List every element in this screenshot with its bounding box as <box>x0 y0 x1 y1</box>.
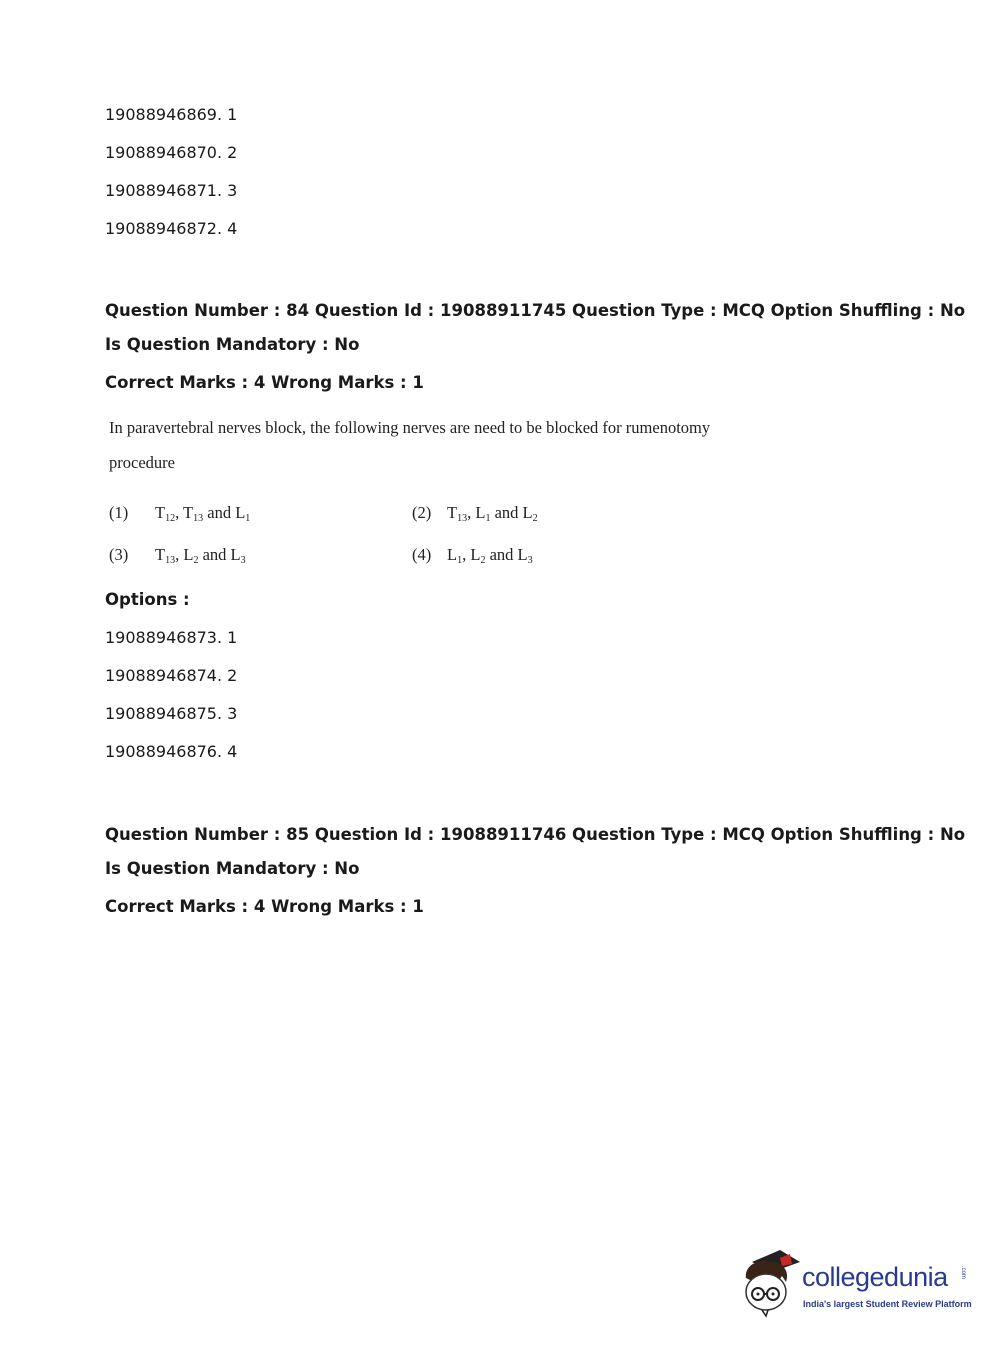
option-line: 19088946876. 4 <box>105 742 238 761</box>
question-84-mandatory: Is Question Mandatory : No <box>105 335 360 354</box>
mascot-icon <box>740 1248 804 1320</box>
choice-2-number: (2) <box>412 503 432 522</box>
choice-2-text: $T_{13}$, $L_1$ and $L_2$ <box>447 503 538 524</box>
question-84-text-line1: In paravertebral nerves block, the following nerves are need to be blocked for rumenotomy <box>109 418 711 437</box>
question-84-marks: Correct Marks : 4 Wrong Marks : 1 <box>105 373 424 392</box>
option-line: 19088946872. 4 <box>105 219 238 238</box>
question-85-mandatory: Is Question Mandatory : No <box>105 859 360 878</box>
choice-4-number: (4) <box>412 545 432 564</box>
choice-3-text: $T_{13}$, $L_2$ and $L_3$ <box>155 545 246 566</box>
question-85-marks: Correct Marks : 4 Wrong Marks : 1 <box>105 897 424 916</box>
option-line: 19088946873. 1 <box>105 628 238 647</box>
question-84-text-line2: procedure <box>109 453 175 472</box>
logo-wordmark: collegedunia <box>802 1262 948 1292</box>
choice-3-number: (3) <box>109 545 129 564</box>
question-84-header: Question Number : 84 Question Id : 19088911745 Question Type : MCQ Option Shuffling : No <box>105 301 966 320</box>
choice-4-text: $L_1$, $L_2$ and $L_3$ <box>447 545 533 566</box>
option-line: 19088946869. 1 <box>105 105 238 124</box>
logo-com: .com <box>960 1266 966 1280</box>
question-85-header: Question Number : 85 Question Id : 19088911746 Question Type : MCQ Option Shuffling : No <box>105 825 966 844</box>
options-label: Options : <box>105 590 190 609</box>
choice-1-text: $T_{12}$, $T_{13}$ and $L_1$ <box>155 503 251 524</box>
option-line: 19088946871. 3 <box>105 181 238 200</box>
collegedunia-logo <box>740 1248 970 1320</box>
option-line: 19088946870. 2 <box>105 143 238 162</box>
option-line: 19088946875. 3 <box>105 704 238 723</box>
choice-1-number: (1) <box>109 503 129 522</box>
option-line: 19088946874. 2 <box>105 666 238 685</box>
logo-tagline: India's largest Student Review Platform <box>803 1299 972 1309</box>
